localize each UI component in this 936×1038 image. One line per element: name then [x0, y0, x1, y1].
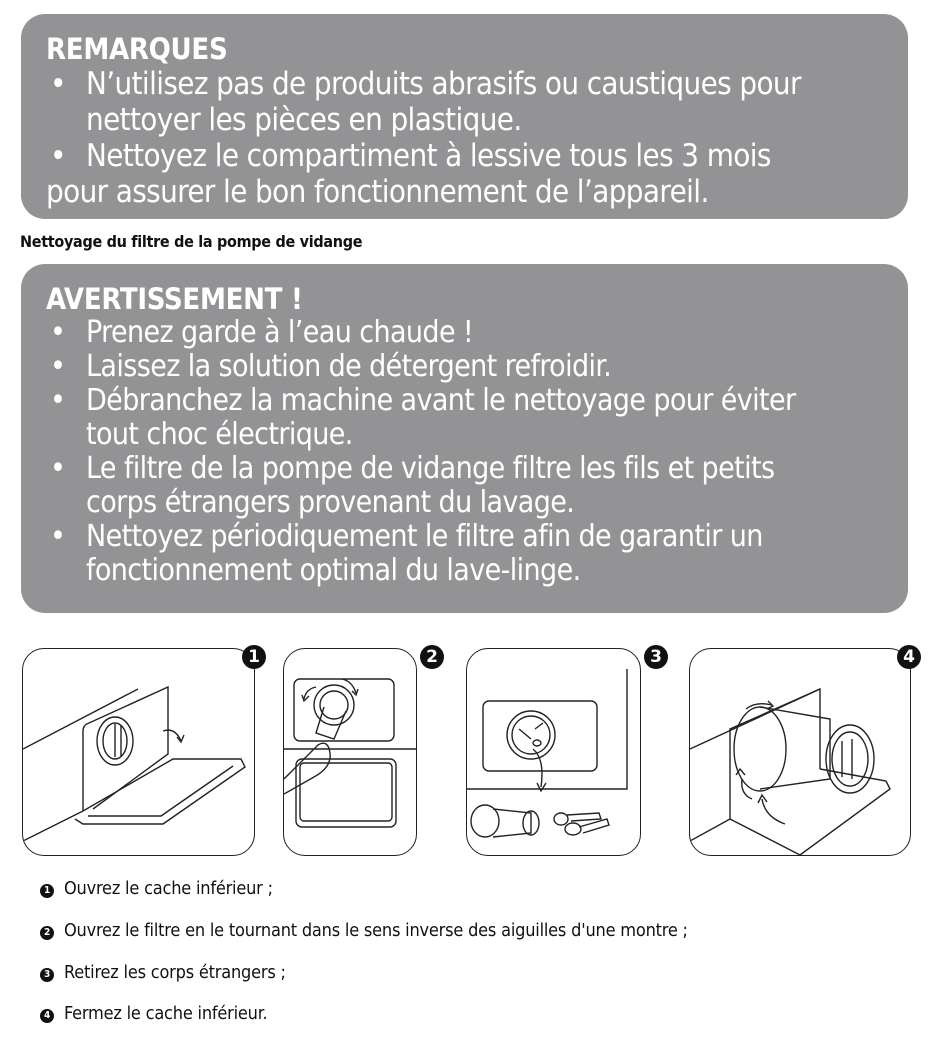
- step-number-icon: 4: [40, 1009, 54, 1023]
- bullet-icon: •: [50, 349, 66, 384]
- remarks-title: REMARQUES: [46, 32, 228, 66]
- bullet-icon: •: [50, 66, 66, 102]
- step-text: Ouvrez le filtre en le tournant dans le sens inverse des aiguilles d'une montre ;: [64, 920, 688, 941]
- warning-line: fonctionnement optimal du lave-linge.: [86, 553, 581, 588]
- warning-line: corps étrangers provenant du lavage.: [86, 485, 575, 520]
- remove-objects-illustration: [467, 649, 641, 856]
- unscrew-filter-illustration: [284, 649, 417, 856]
- remark-line: N’utilisez pas de produits abrasifs ou caustiques pour: [86, 66, 801, 102]
- open-cover-illustration: [23, 649, 255, 856]
- step-badge-4: 4: [897, 645, 921, 669]
- list-item: [40, 878, 273, 899]
- close-cover-illustration: [690, 649, 911, 856]
- list-item: [46, 384, 884, 452]
- bullet-icon: •: [50, 383, 66, 418]
- step-number-icon: 1: [40, 884, 54, 898]
- bullet-icon: •: [50, 138, 66, 174]
- warning-box: [21, 264, 908, 613]
- list-item: [46, 66, 884, 138]
- remark-line: Nettoyez le compartiment à lessive tous les 3 mois: [86, 138, 771, 174]
- illustration-panel-4: [689, 648, 911, 856]
- list-item: [40, 920, 688, 941]
- list-item: [46, 316, 884, 350]
- warning-line: tout choc électrique.: [86, 417, 353, 452]
- list-item: [40, 1003, 268, 1024]
- step-text: Ouvrez le cache inférieur ;: [64, 878, 273, 899]
- illustration-panel-3: [466, 648, 641, 856]
- warning-line: Laissez la solution de détergent refroidir.: [86, 349, 612, 384]
- bullet-icon: •: [50, 519, 66, 554]
- list-item: [46, 452, 884, 520]
- warning-line: Le filtre de la pompe de vidange filtre les fils et petits: [86, 451, 775, 486]
- list-item: [46, 350, 884, 384]
- step-badge-2: 2: [420, 645, 444, 669]
- step-number-icon: 3: [40, 968, 54, 982]
- step-text: Retirez les corps étrangers ;: [64, 962, 286, 983]
- illustration-panel-2: [283, 648, 417, 856]
- warning-title: AVERTISSEMENT !: [46, 282, 303, 316]
- step-text: Fermez le cache inférieur.: [64, 1003, 268, 1024]
- remarks-box: [21, 14, 908, 219]
- step-badge-1: 1: [242, 645, 266, 669]
- step-number-icon: 2: [40, 926, 54, 940]
- remarks-list: [46, 66, 884, 210]
- bullet-icon: •: [50, 451, 66, 486]
- warning-line: Débranchez la machine avant le nettoyage pour éviter: [86, 383, 796, 418]
- warning-line: Nettoyez périodiquement le filtre afin de garantir un: [86, 519, 763, 554]
- step-badge-3: 3: [644, 645, 668, 669]
- list-item: [46, 520, 884, 588]
- remark-line: pour assurer le bon fonctionnement de l’appareil.: [46, 174, 709, 210]
- list-item: [46, 138, 884, 210]
- bullet-icon: •: [50, 315, 66, 350]
- list-item: [40, 962, 286, 983]
- section-title: Nettoyage du filtre de la pompe de vidange: [20, 232, 363, 251]
- warning-line: Prenez garde à l’eau chaude !: [86, 315, 474, 350]
- warning-list: [46, 316, 884, 588]
- illustration-panel-1: [22, 648, 255, 856]
- remark-line: nettoyer les pièces en plastique.: [86, 102, 522, 138]
